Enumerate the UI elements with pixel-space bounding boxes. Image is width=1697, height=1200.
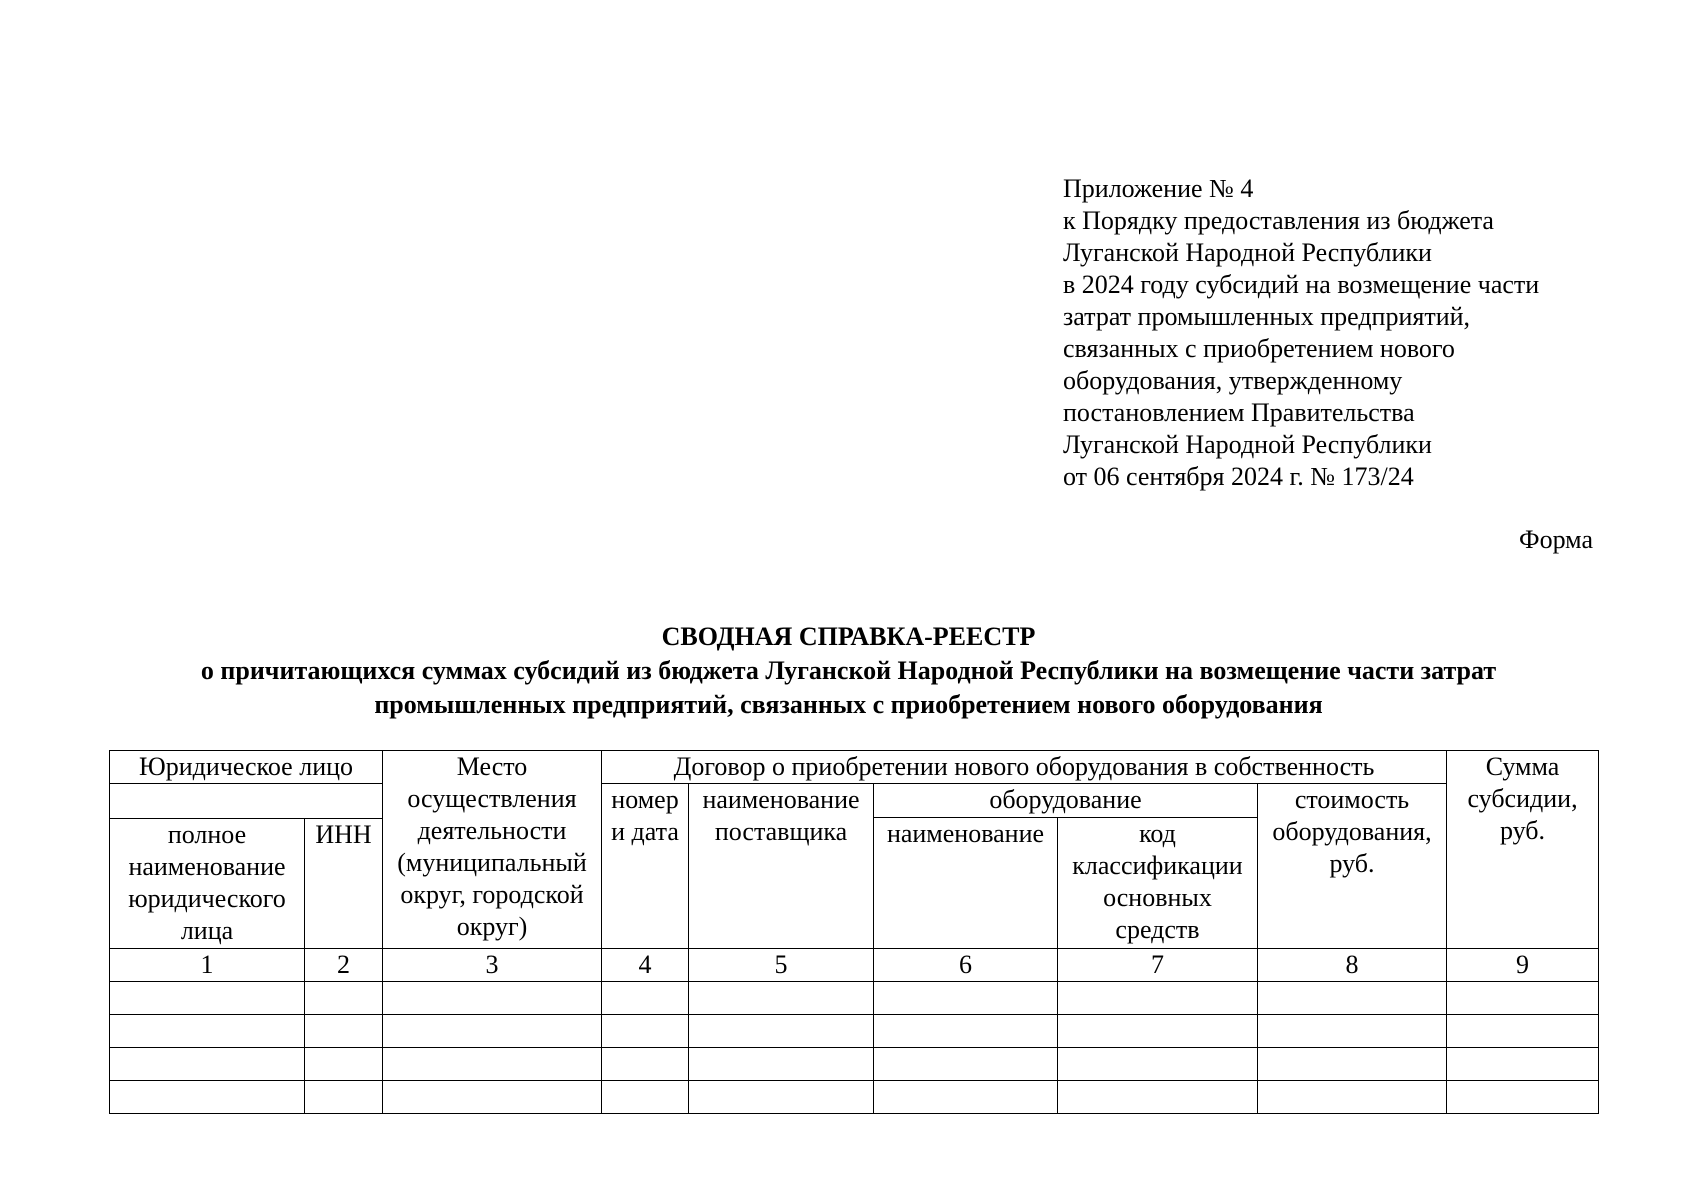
table-cell — [689, 1081, 874, 1114]
table-cell — [1258, 982, 1447, 1015]
table-cell — [1058, 1048, 1258, 1081]
table-cell — [689, 1015, 874, 1048]
header-contract: Договор о приобретении нового оборудования в собственность — [602, 751, 1447, 784]
table-cell — [305, 982, 383, 1015]
appendix-line: Луганской Народной Республики — [1063, 238, 1432, 267]
registry-table — [109, 750, 1599, 1114]
table-cell — [305, 1081, 383, 1114]
table-cell — [383, 1015, 602, 1048]
column-number: 9 — [1447, 949, 1599, 982]
header-equipment: оборудование — [874, 784, 1258, 818]
appendix-line: к Порядку предоставления из бюджета — [1063, 206, 1494, 235]
table-cell — [1447, 1048, 1599, 1081]
table-cell — [1447, 1015, 1599, 1048]
title-main: СВОДНАЯ СПРАВКА-РЕЕСТР — [661, 622, 1036, 651]
appendix-line: в 2024 году субсидий на возмещение части — [1063, 270, 1540, 299]
table-cell — [602, 1081, 689, 1114]
table-cell — [305, 1048, 383, 1081]
header-number-date: номер и дата — [602, 784, 689, 949]
header-supplier: наименование поставщика — [689, 784, 874, 949]
appendix-line: связанных с приобретением нового — [1063, 334, 1455, 363]
title-line-3: промышленных предприятий, связанных с приобретением нового оборудования — [374, 690, 1323, 719]
column-number: 4 — [602, 949, 689, 982]
document-title — [0, 620, 1697, 722]
column-number: 6 — [874, 949, 1058, 982]
table-cell — [383, 1081, 602, 1114]
table-cell — [1058, 1081, 1258, 1114]
table-cell — [602, 1048, 689, 1081]
title-line-2: о причитающихся суммах субсидий из бюджета Луганской Народной Республики на возмещение части затрат — [200, 656, 1497, 685]
table-cell — [1447, 1081, 1599, 1114]
table-row — [110, 982, 1599, 1015]
header-fixed-assets-code: код классификации основных средств — [1058, 818, 1258, 949]
table-cell — [1058, 982, 1258, 1015]
table-cell — [602, 982, 689, 1015]
appendix-line: постановлением Правительства — [1063, 398, 1415, 427]
table-row — [110, 1015, 1599, 1048]
column-number: 8 — [1258, 949, 1447, 982]
table-cell — [110, 1081, 305, 1114]
column-number: 5 — [689, 949, 874, 982]
table-cell — [383, 1048, 602, 1081]
table-cell — [1058, 1015, 1258, 1048]
table-cell — [874, 1015, 1058, 1048]
table-cell — [305, 1015, 383, 1048]
table-row — [110, 1048, 1599, 1081]
table-cell — [1447, 982, 1599, 1015]
header-subsidy-amount: Сумма субсидии, руб. — [1447, 751, 1599, 949]
table-row — [110, 1081, 1599, 1114]
header-inn: ИНН — [305, 819, 383, 949]
table-cell — [689, 982, 874, 1015]
table-cell — [689, 1048, 874, 1081]
table-cell — [383, 982, 602, 1015]
appendix-line: затрат промышленных предприятий, — [1063, 302, 1471, 331]
table-cell — [874, 982, 1058, 1015]
table-cell — [1258, 1048, 1447, 1081]
column-number: 1 — [110, 949, 305, 982]
table-cell — [110, 1048, 305, 1081]
column-number: 7 — [1058, 949, 1258, 982]
appendix-line: оборудования, утвержденному — [1063, 366, 1403, 395]
appendix-line: Приложение № 4 — [1063, 174, 1254, 203]
table-cell — [874, 1048, 1058, 1081]
header-legal-entity-spacer — [110, 784, 383, 819]
appendix-block — [1063, 173, 1663, 493]
appendix-line: от 06 сентября 2024 г. № 173/24 — [1063, 462, 1414, 491]
table-cell — [874, 1081, 1058, 1114]
header-full-name: полное наименование юридического лица — [110, 819, 305, 949]
table-cell — [110, 1015, 305, 1048]
appendix-line: Луганской Народной Республики — [1063, 430, 1432, 459]
column-number: 3 — [383, 949, 602, 982]
form-label: Форма — [1519, 525, 1593, 554]
header-legal-entity: Юридическое лицо — [110, 751, 383, 784]
header-location: Место осуществления деятельности (муниципальный округ, городской округ) — [383, 751, 602, 949]
table-cell — [110, 982, 305, 1015]
header-equipment-cost: стоимость оборудования, руб. — [1258, 784, 1447, 949]
table-cell — [1258, 1015, 1447, 1048]
table-cell — [1258, 1081, 1447, 1114]
table-cell — [602, 1015, 689, 1048]
header-equipment-name: наименование — [874, 818, 1058, 949]
column-number: 2 — [305, 949, 383, 982]
